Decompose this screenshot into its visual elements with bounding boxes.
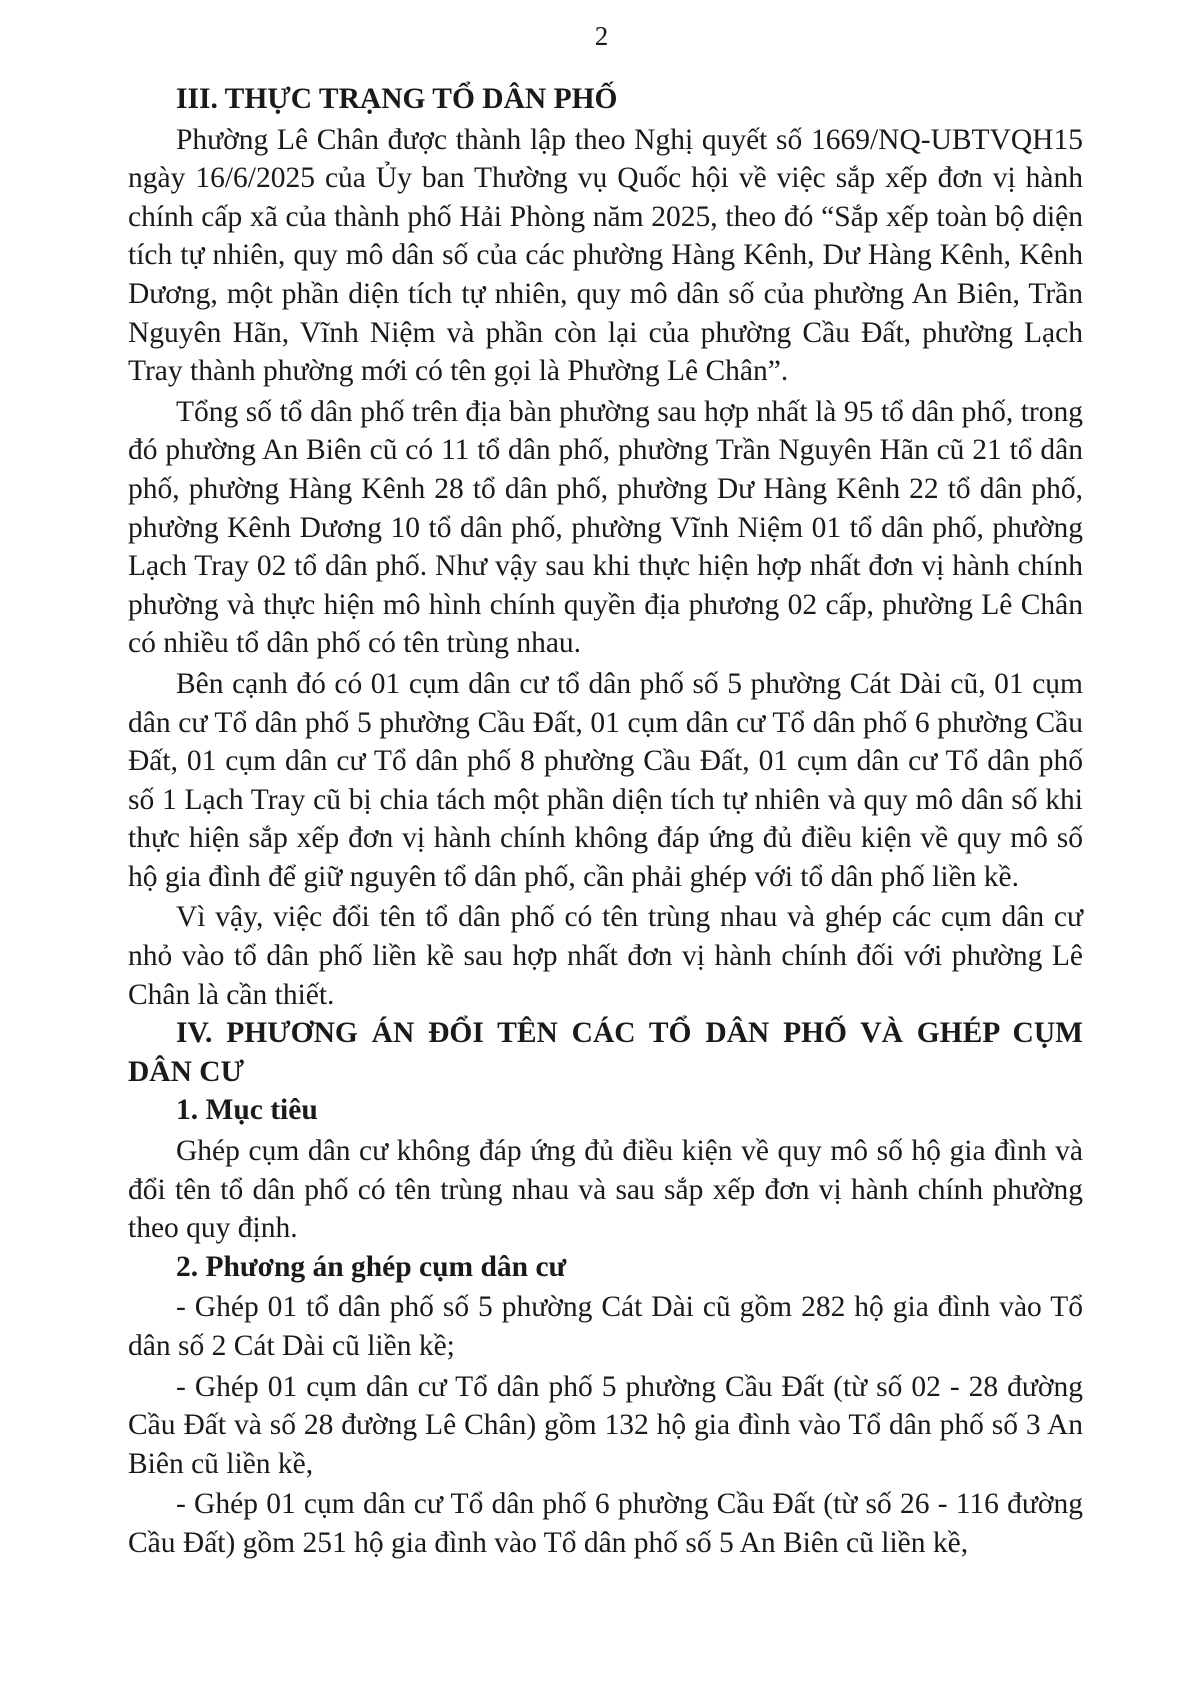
section-iii-paragraph-4: Vì vậy, việc đổi tên tổ dân phố có tên trùng nhau và ghép các cụm dân cư nhỏ vào tổ dân phố liền kề sau hợp nhất đơn vị hành chính đối với phường Lê Chân là cần thiết. (128, 901, 1083, 1011)
merge-item-3: - Ghép 01 cụm dân cư Tổ dân phố 6 phường Cầu Đất (từ số 26 - 116 đường Cầu Đất) gồm 251 hộ gia đình vào Tổ dân phố số 5 An Biên cũ liền kề, (128, 1488, 1083, 1559)
subsection-1-paragraph: Ghép cụm dân cư không đáp ứng đủ điều kiện về quy mô số hộ gia đình và đổi tên tổ dân phố có tên trùng nhau và sau sắp xếp đơn vị hành chính phường theo quy định. (128, 1135, 1083, 1245)
page-number: 2 (594, 21, 609, 51)
merge-item-1: - Ghép 01 tổ dân phố số 5 phường Cát Dài cũ gồm 282 hộ gia đình vào Tổ dân số 2 Cát Dài cũ liền kề; (128, 1291, 1083, 1362)
section-iii-heading: III. THỰC TRẠNG TỔ DÂN PHỐ (176, 83, 618, 115)
subsection-2-heading: 2. Phương án ghép cụm dân cư (176, 1250, 567, 1283)
document-body (128, 80, 1083, 1563)
subsection-1-heading: 1. Mục tiêu (176, 1094, 318, 1127)
section-iii-paragraph-3: Bên cạnh đó có 01 cụm dân cư tổ dân phố số 5 phường Cát Dài cũ, 01 cụm dân cư Tổ dân phố 5 phường Cầu Đất, 01 cụm dân cư Tổ dân phố 6 phường Cầu Đất, 01 cụm dân cư Tổ dân phố 8 phường Cầu Đất, 01 cụm dân cư Tổ dân phố số 1 Lạch Tray cũ bị chia tách một phần diện tích tự nhiên và quy mô dân số khi thực hiện sắp xếp đơn vị hành chính không đáp ứng đủ điều kiện về quy mô số hộ gia đình để giữ nguyên tổ dân phố, cần phải ghép với tổ dân phố liền kề. (128, 667, 1083, 893)
merge-item-2: - Ghép 01 cụm dân cư Tổ dân phố 5 phường Cầu Đất (từ số 02 - 28 đường Cầu Đất và số 28 đường Lê Chân) gồm 132 hộ gia đình vào Tổ dân phố số 3 An Biên cũ liền kề, (128, 1370, 1083, 1480)
section-iv-heading: IV. PHƯƠNG ÁN ĐỔI TÊN CÁC TỔ DÂN PHỐ VÀ GHÉP CỤM DÂN CƯ (128, 1017, 1083, 1088)
section-iii-paragraph-2: Tổng số tổ dân phố trên địa bàn phường sau hợp nhất là 95 tổ dân phố, trong đó phường An Biên cũ có 11 tổ dân phố, phường Trần Nguyên Hãn cũ 21 tổ dân phố, phường Hàng Kênh 28 tổ dân phố, phường Dư Hàng Kênh 22 tổ dân phố, phường Kênh Dương 10 tổ dân phố, phường Vĩnh Niệm 01 tổ dân phố, phường Lạch Tray 02 tổ dân phố. Như vậy sau khi thực hiện hợp nhất đơn vị hành chính phường và thực hiện mô hình chính quyền địa phương 02 cấp, phường Lê Chân có nhiều tổ dân phố có tên trùng nhau. (128, 395, 1083, 660)
section-iii-paragraph-1: Phường Lê Chân được thành lập theo Nghị quyết số 1669/NQ-UBTVQH15 ngày 16/6/2025 của Ủy ban Thường vụ Quốc hội về việc sắp xếp đơn vị hành chính cấp xã của thành phố Hải Phòng năm 2025, theo đó “Sắp xếp toàn bộ diện tích tự nhiên, quy mô dân số của các phường Hàng Kênh, Dư Hàng Kênh, Kênh Dương, một phần diện tích tự nhiên, quy mô dân số của phường An Biên, Trần Nguyên Hãn, Vĩnh Niệm và phần còn lại của phường Cầu Đất, phường Lạch Tray thành phường mới có tên gọi là Phường Lê Chân”. (128, 123, 1083, 388)
